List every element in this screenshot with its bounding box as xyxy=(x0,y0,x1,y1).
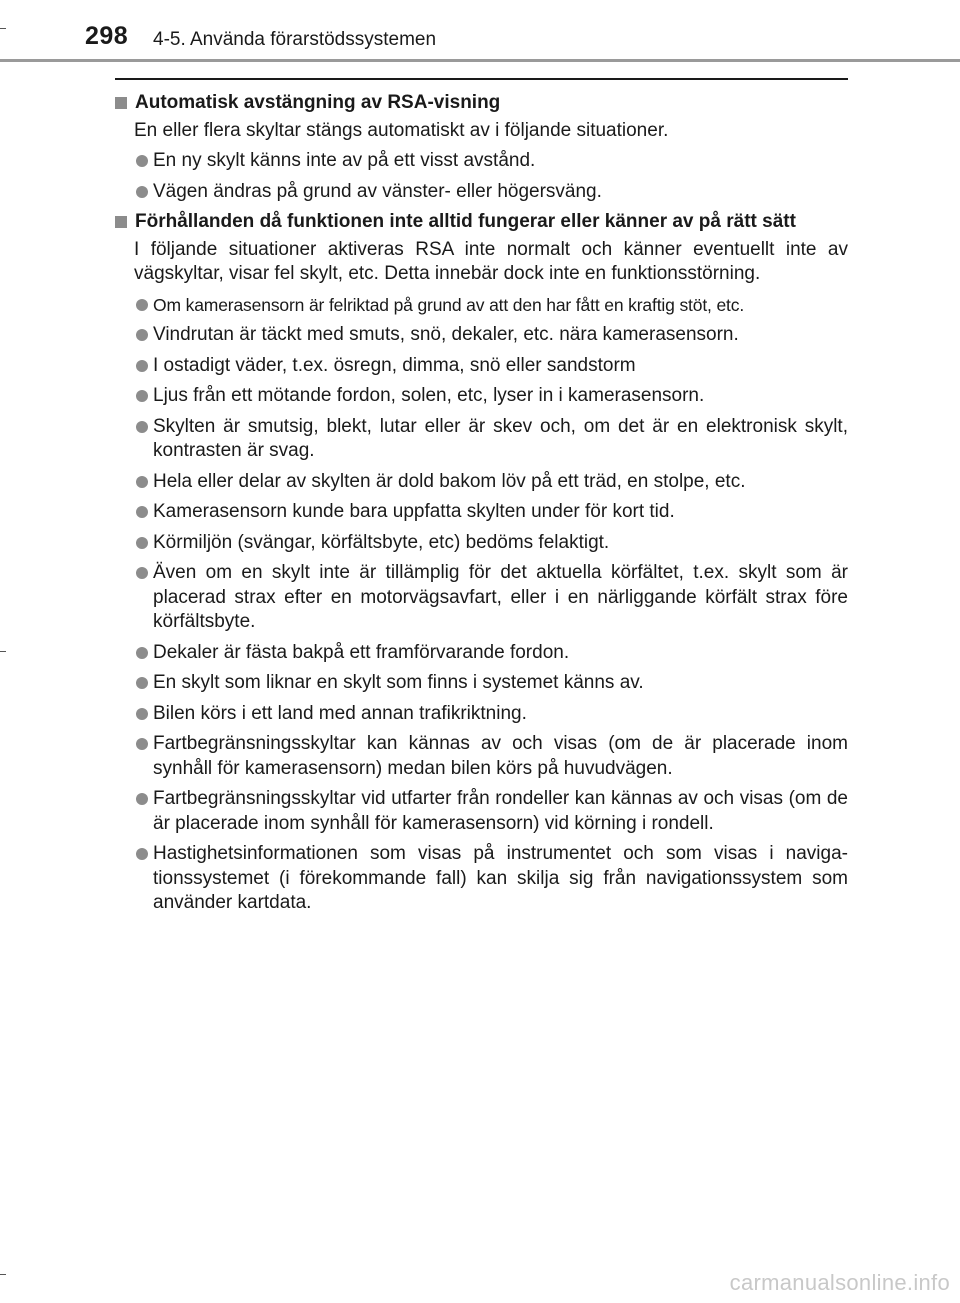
list-item-text: Skylten är smutsig, blekt, lutar eller är skev och, om det är en elektronisk skylt, kontrasten är svag. xyxy=(153,415,848,461)
list-item xyxy=(115,641,848,666)
square-bullet-icon xyxy=(115,216,127,228)
circle-bullet-icon xyxy=(136,390,148,402)
list-item xyxy=(115,384,848,409)
list-item-text: Vägen ändras på grund av vänster- eller högersväng. xyxy=(153,180,602,202)
list-item-text: Kamerasensorn kunde bara uppfatta skylten under för kort tid. xyxy=(153,501,675,522)
list-item-text: Vindrutan är täckt med smuts, snö, dekaler, etc. nära kamerasensorn. xyxy=(153,324,739,345)
list-item xyxy=(115,470,848,495)
list-item xyxy=(115,149,848,174)
list-item-text: En ny skylt känns inte av på ett visst avstånd. xyxy=(153,150,536,171)
section-heading xyxy=(115,91,848,116)
page-header xyxy=(0,0,960,62)
circle-bullet-icon xyxy=(136,677,148,689)
list-item xyxy=(115,415,848,464)
list-item xyxy=(115,180,848,205)
list-item xyxy=(115,561,848,635)
list-item xyxy=(115,500,848,525)
circle-bullet-icon xyxy=(136,537,148,549)
list-item-text: Hela eller delar av skylten är dold bakom löv på ett träd, en stolpe, etc. xyxy=(153,470,746,492)
circle-bullet-icon xyxy=(136,708,148,720)
list-item xyxy=(115,787,848,836)
watermark: carmanualsonline.info xyxy=(729,1270,950,1295)
list-item-text: Fartbegränsningsskyltar kan kännas av och visas (om de är placerade inom synhåll för kamerasensorn) medan bilen körs på huvudvägen. xyxy=(153,733,848,779)
section-heading-text: Förhållanden då funktionen inte alltid fungerar eller känner av på rätt sätt xyxy=(135,211,796,232)
header-rule xyxy=(0,59,960,62)
section-heading-text: Automatisk avstängning av RSA-visning xyxy=(135,92,501,113)
list-item xyxy=(115,354,848,379)
list-item-text: Även om en skylt inte är tillämplig för det aktuella körfältet, t.ex. skylt som är placerad strax efter en motorvägsavfart, eller i en närliggande körfält strax före körfältsbyte. xyxy=(153,562,848,632)
circle-bullet-icon xyxy=(136,155,148,167)
list-item-text: En skylt som liknar en skylt som finns i systemet känns av. xyxy=(153,672,644,693)
bullet-list xyxy=(115,149,848,204)
circle-bullet-icon xyxy=(136,567,148,579)
crop-mark xyxy=(0,651,6,652)
list-item xyxy=(115,671,848,696)
list-item-text: Fartbegränsningsskyltar vid utfarter från rondeller kan kännas av och visas (om de är placerade inom synhåll för kamerasensorn) vid körning i rondell. xyxy=(153,788,848,834)
circle-bullet-icon xyxy=(136,793,148,805)
circle-bullet-icon xyxy=(136,360,148,372)
section-title: 4-5. Använda förarstödssystemen xyxy=(153,29,437,50)
section-intro: I följande situationer aktiveras RSA inte normalt och känner eventuellt inte av vägskyltar, visar fel skylt, etc. Detta innebär dock inte en funktionsstörning. xyxy=(134,238,848,284)
circle-bullet-icon xyxy=(136,848,148,860)
list-item-text: Dekaler är fästa bakpå ett framförvarande fordon. xyxy=(153,641,570,663)
list-item xyxy=(115,732,848,781)
page-number: 298 xyxy=(85,22,129,50)
list-item-text: Hastighetsinformationen som visas på instrumentet och som visas i naviga-tionssystemet (i förekommande fall) kan skilja sig från navigationssystem som använder kartdata. xyxy=(153,843,848,913)
list-item xyxy=(115,842,848,916)
circle-bullet-icon xyxy=(136,329,148,341)
list-item xyxy=(115,702,848,727)
section-heading xyxy=(115,210,848,235)
section-intro: En eller flera skyltar stängs automatiskt av i följande situationer. xyxy=(134,119,669,141)
circle-bullet-icon xyxy=(136,506,148,518)
square-bullet-icon xyxy=(115,97,127,109)
list-item-text: I ostadigt väder, t.ex. ösregn, dimma, snö eller sandstorm xyxy=(153,354,636,376)
list-item-text: Om kamerasensorn är felriktad på grund av att den har fått en kraftig stöt, etc. xyxy=(153,294,745,315)
content-rule xyxy=(115,78,848,80)
circle-bullet-icon xyxy=(136,421,148,433)
list-item xyxy=(115,531,848,556)
circle-bullet-icon xyxy=(136,476,148,488)
list-item xyxy=(115,293,848,318)
list-item xyxy=(115,323,848,348)
circle-bullet-icon xyxy=(136,738,148,750)
circle-bullet-icon xyxy=(136,299,148,311)
crop-mark xyxy=(0,28,6,29)
list-item-text: Bilen körs i ett land med annan trafikriktning. xyxy=(153,702,527,724)
list-item-text: Ljus från ett mötande fordon, solen, etc, lyser in i kamerasensorn. xyxy=(153,385,705,406)
crop-mark xyxy=(0,1274,6,1275)
page-body xyxy=(115,91,848,916)
bullet-list xyxy=(115,293,848,916)
circle-bullet-icon xyxy=(136,647,148,659)
circle-bullet-icon xyxy=(136,186,148,198)
list-item-text: Körmiljön (svängar, körfältsbyte, etc) bedöms felaktigt. xyxy=(153,531,610,553)
